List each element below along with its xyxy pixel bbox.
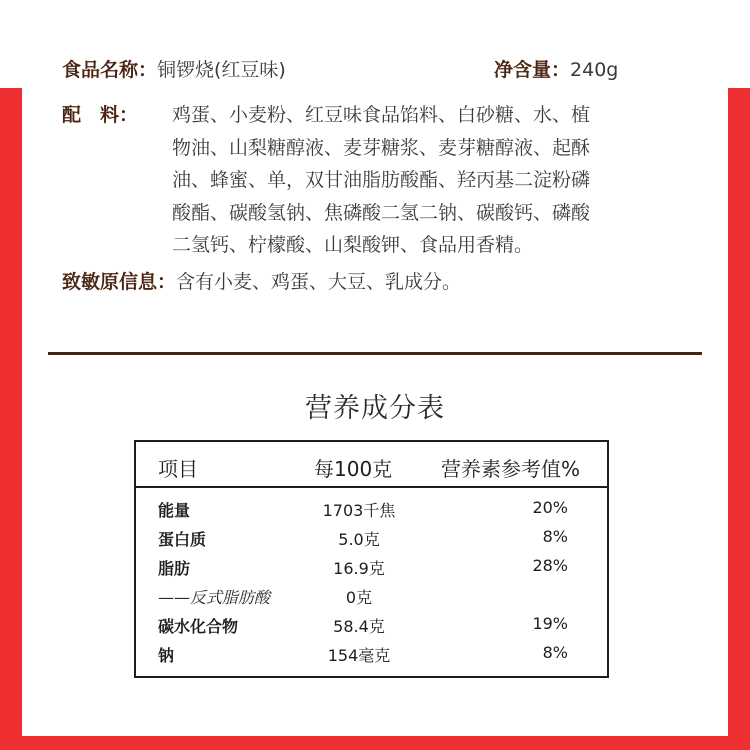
label-card xyxy=(22,0,728,736)
row-nrv: 8% xyxy=(542,527,568,546)
row-item: 能量 xyxy=(158,501,191,520)
row-nrv: 8% xyxy=(542,643,568,662)
ingredients-line: 酸酯、碳酸氢钠、焦磷酸二氢二钠、碳酸钙、磷酸 xyxy=(172,201,591,224)
section-divider xyxy=(48,352,702,355)
ingredients-line: 油、蜂蜜、单，双甘油脂肪酸酯、羟丙基二淀粉磷 xyxy=(172,169,591,191)
ingredients-value xyxy=(172,99,692,262)
net-content-row xyxy=(494,54,618,86)
nutrition-table-body xyxy=(136,495,607,669)
row-per-100g: 154毫克 xyxy=(327,646,391,665)
nutrition-table xyxy=(134,440,609,678)
table-row xyxy=(136,640,607,669)
allergen-label: 致敏原信息： xyxy=(62,271,177,293)
product-name-label: 食品名称： xyxy=(62,59,158,81)
ingredients-label-row xyxy=(62,99,138,131)
ingredients-line: 鸡蛋、小麦粉、红豆味食品馅料、白砂糖、水、植 xyxy=(172,104,591,126)
row-per-100g: 1703千焦 xyxy=(322,501,396,520)
nutrition-table-title: 营养成分表 xyxy=(305,393,445,424)
row-nrv: 19% xyxy=(532,614,568,633)
row-item: 蛋白质 xyxy=(158,530,207,549)
row-item: 碳水化合物 xyxy=(158,617,239,636)
row-per-100g: 0克 xyxy=(345,588,373,607)
table-row xyxy=(136,611,607,640)
row-per-100g: 5.0克 xyxy=(338,530,380,549)
nutrition-table-header xyxy=(136,442,607,488)
row-nrv: 28% xyxy=(532,556,568,575)
table-row xyxy=(136,553,607,582)
net-content-value: 240g xyxy=(570,59,619,81)
row-item: 脂肪 xyxy=(158,559,191,578)
ingredients-line: 物油、山梨糖醇液、麦芽糖浆、麦芽糖醇液、起酥 xyxy=(172,136,591,159)
net-content-label: 净含量： xyxy=(494,59,571,81)
table-row xyxy=(136,524,607,553)
product-name-value: 铜锣烧(红豆味) xyxy=(157,59,286,81)
row-per-100g: 58.4克 xyxy=(333,617,385,636)
header-per-100g: 每100克 xyxy=(314,457,393,481)
table-row xyxy=(136,582,607,611)
row-per-100g: 16.9克 xyxy=(333,559,385,578)
allergen-value: 含有小麦、鸡蛋、大豆、乳成分。 xyxy=(176,271,462,293)
row-item: 钠 xyxy=(158,646,175,665)
allergen-row xyxy=(62,266,461,298)
row-item: ——反式脂肪酸 xyxy=(158,588,271,607)
ingredients-line: 二氢钙、柠檬酸、山梨酸钾、食品用香精。 xyxy=(172,234,534,256)
header-item: 项目 xyxy=(158,457,198,481)
product-name-row xyxy=(62,54,286,86)
header-nrv: 营养素参考值% xyxy=(441,457,581,481)
ingredients-label: 配 料： xyxy=(62,104,139,126)
table-row xyxy=(136,495,607,524)
row-nrv: 20% xyxy=(532,498,568,517)
